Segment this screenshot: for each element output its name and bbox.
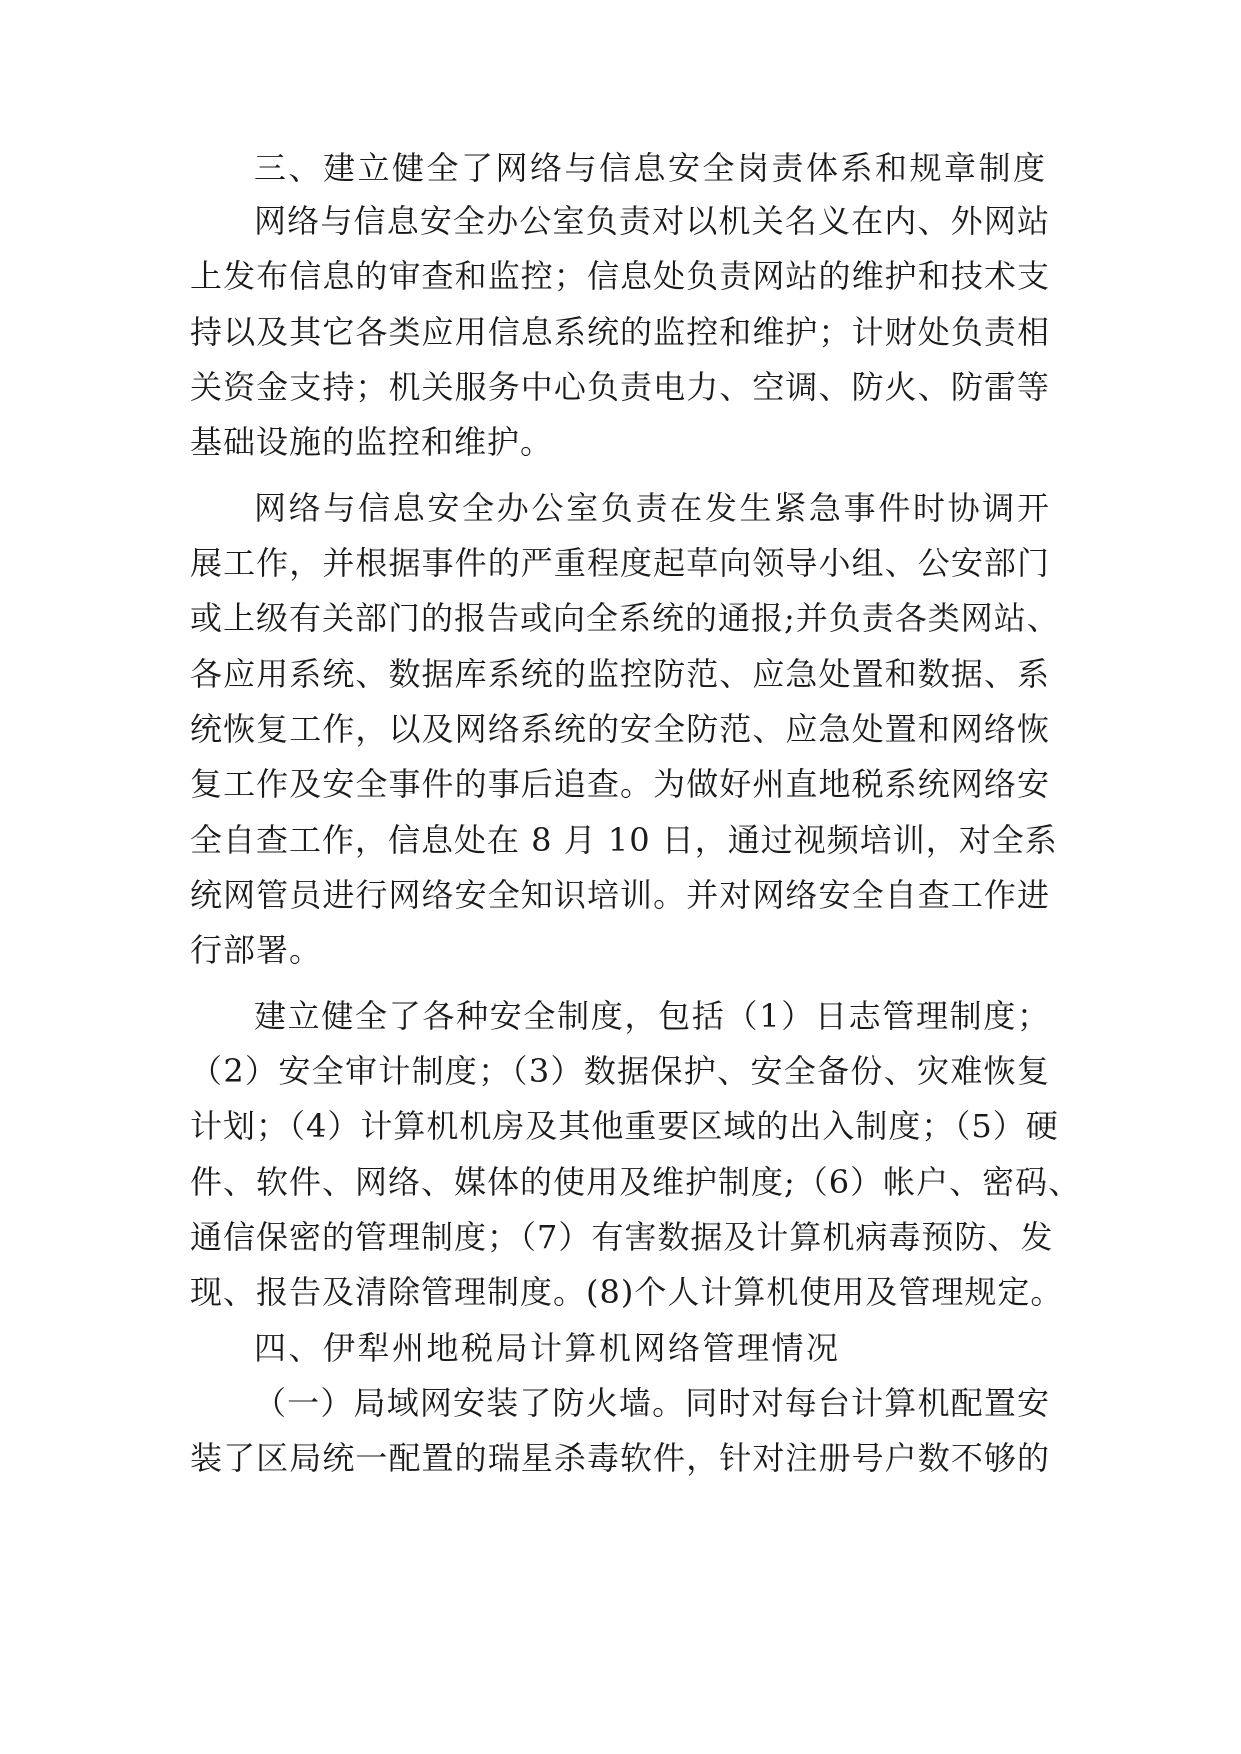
paragraph-line: 行部署。 xyxy=(190,931,323,969)
paragraph-line: 展工作，并根据事件的严重程度起草向领导小组、公安部门 xyxy=(190,544,1050,582)
paragraph-line: 装了区局统一配置的瑞星杀毒软件，针对注册号户数不够的 xyxy=(190,1439,1050,1477)
paragraph-line: 关资金支持；机关服务中心负责电力、空调、防火、防雷等 xyxy=(190,368,1050,406)
section-heading-3: 三、建立健全了网络与信息安全岗责体系和规章制度 xyxy=(254,149,1048,187)
paragraph-line: 上发布信息的审查和监控；信息处负责网站的维护和技术支 xyxy=(190,257,1050,295)
paragraph-line: 现、报告及清除管理制度。(8)个人计算机使用及管理规定。 xyxy=(190,1273,1064,1311)
paragraph-line: 复工作及安全事件的事后追查。为做好州直地税系统网络安 xyxy=(190,765,1050,803)
paragraph-line: 基础设施的监控和维护。 xyxy=(190,423,554,461)
paragraph-line: （2）安全审计制度；（3）数据保护、安全备份、灾难恢复 xyxy=(190,1052,1050,1090)
paragraph-line: 统网管员进行网络安全知识培训。并对网络安全自查工作进 xyxy=(190,876,1050,914)
section-heading-4: 四、伊犁州地税局计算机网络管理情况 xyxy=(254,1329,841,1367)
paragraph-line: 网络与信息安全办公室负责在发生紧急事件时协调开 xyxy=(254,489,1050,527)
paragraph-line: 建立健全了各种安全制度，包括（1）日志管理制度； xyxy=(254,997,1050,1035)
paragraph-line: 或上级有关部门的报告或向全系统的通报;并负责各类网站、 xyxy=(190,599,1060,637)
paragraph-line: 网络与信息安全办公室负责对以机关名义在内、外网站 xyxy=(254,202,1050,240)
paragraph-line: 各应用系统、数据库系统的监控防范、应急处置和数据、系 xyxy=(190,655,1050,693)
paragraph-line: 件、软件、网络、媒体的使用及维护制度;（6）帐户、密码、 xyxy=(190,1163,1082,1201)
paragraph-line: 通信保密的管理制度；（7）有害数据及计算机病毒预防、发 xyxy=(190,1218,1054,1256)
paragraph-line: 统恢复工作，以及网络系统的安全防范、应急处置和网络恢 xyxy=(190,710,1050,748)
paragraph-line: 计划；（4）计算机机房及其他重要区域的出入制度；（5）硬 xyxy=(190,1107,1059,1145)
paragraph-line: 全自查工作，信息处在 8 月 10 日，通过视频培训，对全系 xyxy=(190,821,1058,859)
paragraph-line: （一）局域网安装了防火墙。同时对每台计算机配置安 xyxy=(254,1384,1050,1422)
paragraph-line: 持以及其它各类应用信息系统的监控和维护；计财处负责相 xyxy=(190,313,1050,351)
